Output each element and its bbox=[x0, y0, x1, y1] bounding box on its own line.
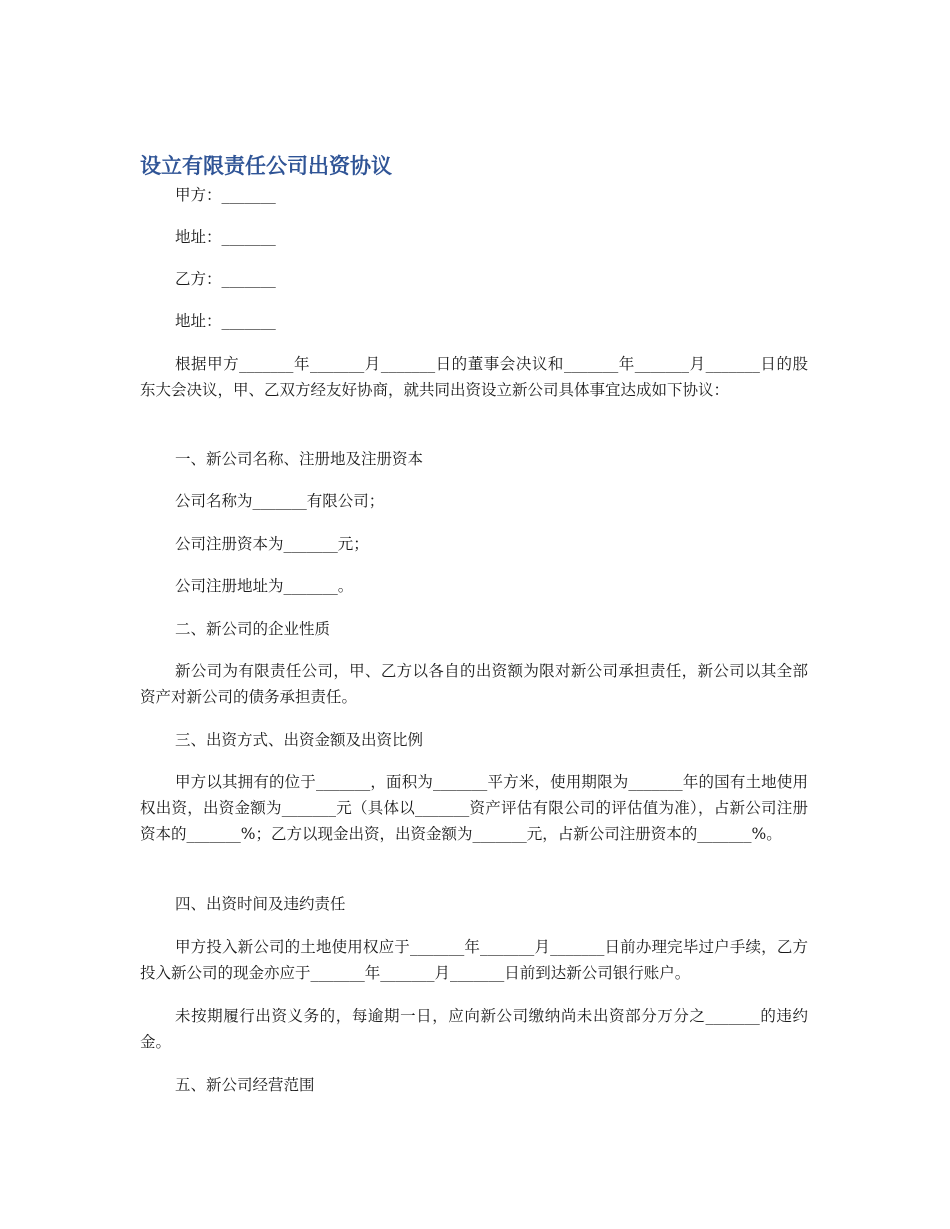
party-a-address-line: 地址：_______ bbox=[175, 228, 276, 246]
section-5-heading: 五、新公司经营范围 bbox=[175, 1076, 315, 1094]
default-penalty-paragraph: 未按期履行出资义务的，每逾期一日，应向新公司缴纳尚未出资部分万分之_______的违约金。 bbox=[140, 1007, 808, 1051]
party-b-line: 乙方：_______ bbox=[175, 270, 276, 288]
registered-capital-line: 公司注册资本为_______元； bbox=[175, 535, 369, 553]
section-3-heading: 三、出资方式、出资金额及出资比例 bbox=[175, 731, 424, 749]
party-b-address-line: 地址：_______ bbox=[175, 312, 276, 330]
company-nature-paragraph: 新公司为有限责任公司，甲、乙方以各自的出资额为限对新公司承担责任，新公司以其全部资产对新公司的债务承担责任。 bbox=[140, 662, 808, 706]
company-name-line: 公司名称为_______有限公司； bbox=[175, 492, 385, 510]
section-1-heading: 一、新公司名称、注册地及注册资本 bbox=[175, 450, 424, 468]
section-4-heading: 四、出资时间及违约责任 bbox=[175, 895, 346, 913]
registered-address-line: 公司注册地址为_______。 bbox=[175, 577, 354, 595]
section-2-heading: 二、新公司的企业性质 bbox=[175, 620, 331, 638]
preamble-paragraph: 根据甲方_______年_______月_______日的董事会决议和_______年_______月_______日的股东大会决议，甲、乙双方经友好协商，就共同出资设立新公司具体事宜达成如下协议： bbox=[140, 355, 808, 399]
contribution-time-paragraph: 甲方投入新公司的土地使用权应于_______年_______月_______日前办理完毕过户手续，乙方投入新公司的现金亦应于_______年_______月_______日前到达新公司银行账户。 bbox=[140, 938, 808, 982]
party-a-line: 甲方：_______ bbox=[175, 186, 276, 204]
document-title: 设立有限责任公司出资协议 bbox=[140, 154, 392, 178]
contribution-paragraph: 甲方以其拥有的位于_______，面积为_______平方米，使用期限为_______年的国有土地使用权出资，出资金额为_______元（具体以_______资产评估有限公司的评估值为准），占新公司注册资本的_______%；乙方以现金出资，出资金额为_______元，占新公司注册资本的_______%。 bbox=[140, 773, 808, 843]
